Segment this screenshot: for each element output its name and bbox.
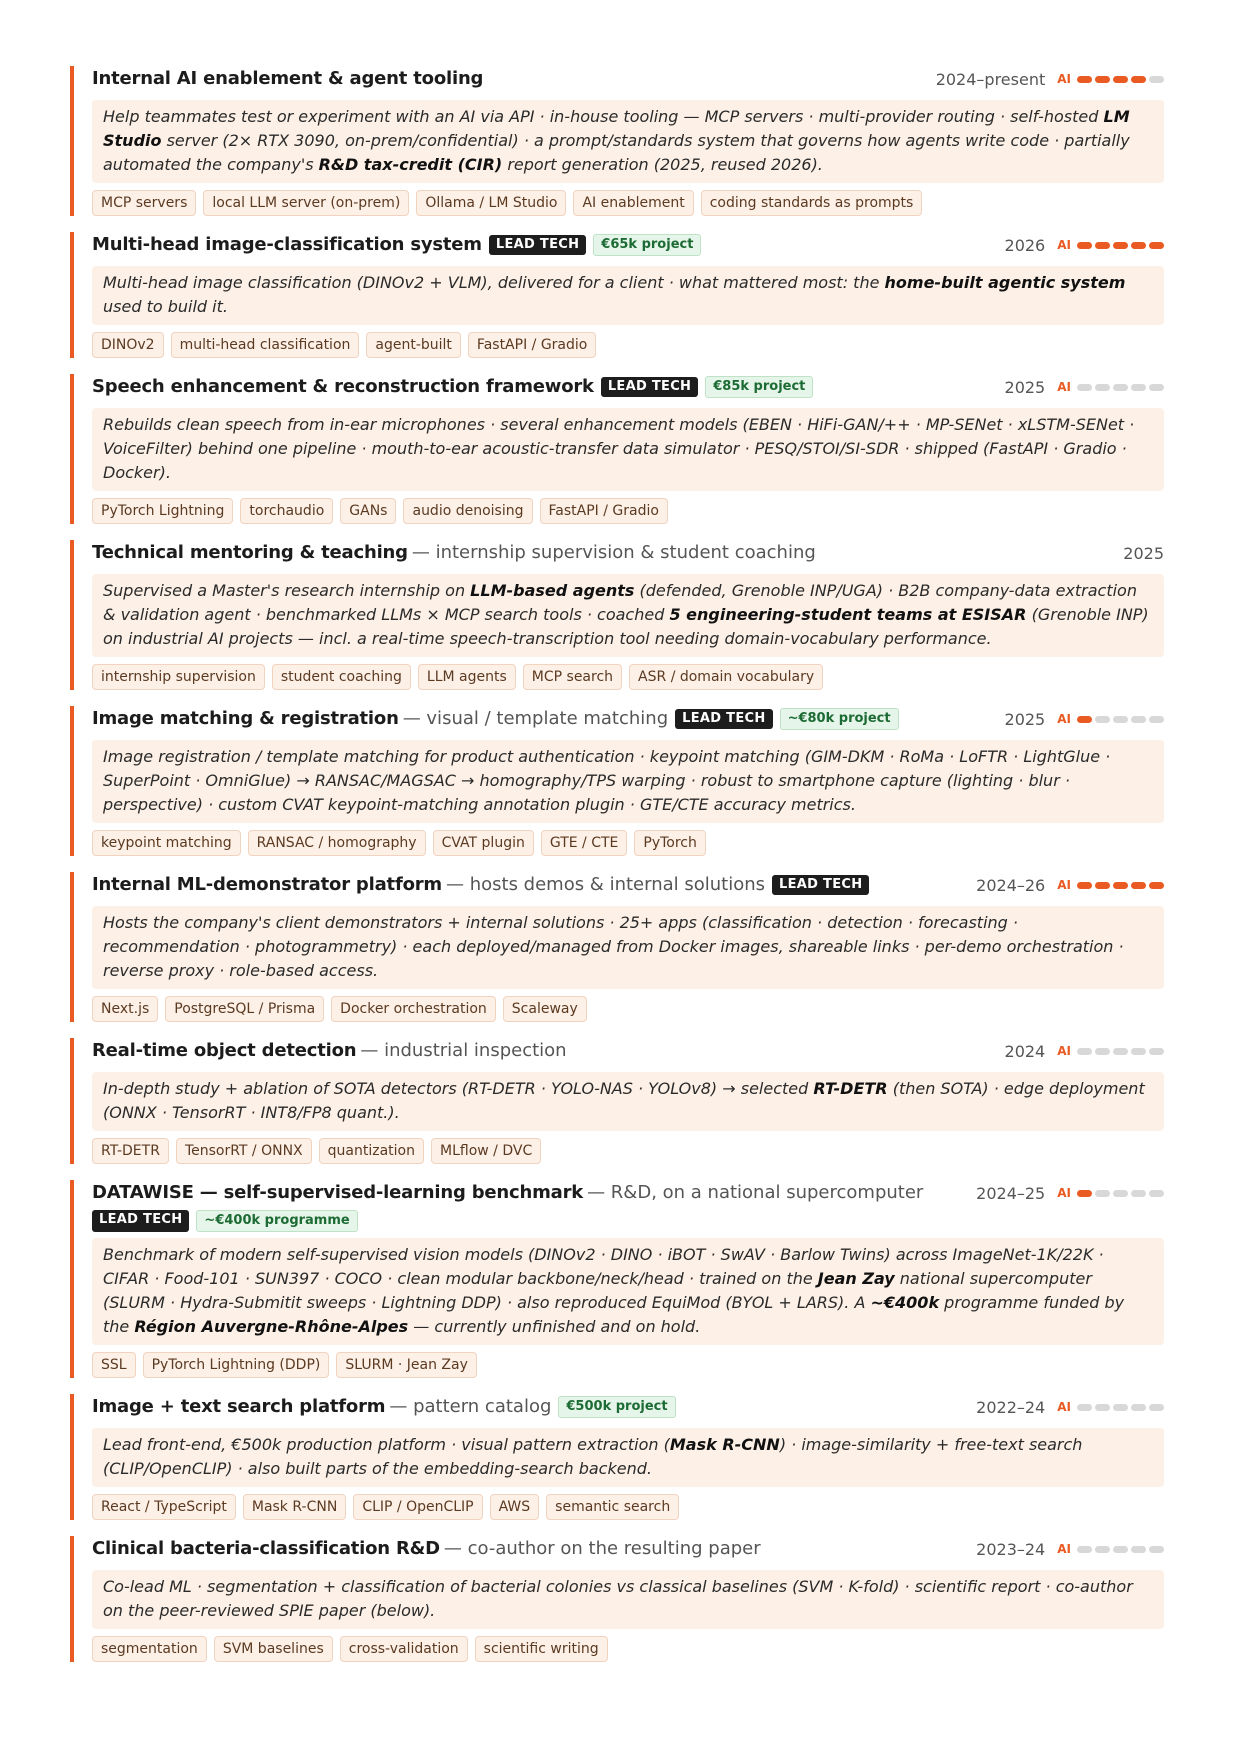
ai-meter-segment (1095, 716, 1110, 723)
skill-tag: segmentation (92, 1636, 207, 1662)
ai-usage-meter (1077, 882, 1164, 889)
ai-meter-segment (1077, 882, 1092, 889)
ai-usage-label: AI (1057, 380, 1071, 394)
description-highlight: home-built agentic system (884, 273, 1126, 292)
project-header (92, 540, 1164, 568)
ai-usage-meter (1077, 76, 1164, 83)
ai-meter-segment (1095, 242, 1110, 249)
ai-meter-segment (1131, 716, 1146, 723)
project-entry (70, 1536, 1164, 1662)
skill-tag: CLIP / OpenCLIP (353, 1494, 482, 1520)
tag-list (92, 830, 1164, 856)
project-subtitle: — co-author on the resulting paper (443, 1538, 761, 1559)
project-description (92, 266, 1164, 325)
project-meta (1005, 374, 1164, 400)
ai-meter-segment (1095, 1546, 1110, 1553)
project-heading (92, 872, 869, 898)
ai-meter-segment (1131, 242, 1146, 249)
ai-meter-segment (1113, 384, 1128, 391)
ai-usage-label: AI (1057, 1186, 1071, 1200)
skill-tag: keypoint matching (92, 830, 241, 856)
project-title: Speech enhancement & reconstruction framework (92, 376, 594, 397)
project-title: Image matching & registration (92, 708, 399, 729)
project-title: Internal ML-demonstrator platform (92, 874, 442, 895)
project-title: DATAWISE — self-supervised-learning benchmark (92, 1182, 584, 1203)
ai-meter-segment (1149, 76, 1164, 83)
project-year: 2024–26 (976, 875, 1046, 895)
skill-tag: FastAPI / Gradio (540, 498, 668, 524)
project-description (92, 1428, 1164, 1487)
project-year: 2023–24 (976, 1539, 1046, 1559)
ai-meter-segment (1113, 76, 1128, 83)
skill-tag: MCP search (523, 664, 622, 690)
description-text: Multi-head image classification (DINOv2 + VLM), delivered for a client · what mattered most: the (103, 273, 885, 292)
project-title: Real-time object detection (92, 1040, 357, 1061)
description-text: Image registration / template matching for product authentication · keypoint matching (GIM-DKM · RoMa · LoFTR · LightGlue · SuperPoint · OmniGlue) → RANSAC/MAGSAC → homography/TPS warping · robust to smartphone capture (lighting · blur · perspective) · custom CVAT keypoint-matching annotation plugin · GTE/CTE accuracy metrics. (103, 747, 1111, 814)
skill-tag: GTE / CTE (541, 830, 628, 856)
ai-usage-meter (1077, 1048, 1164, 1055)
description-text: report generation (2025, reused 2026). (502, 155, 823, 174)
skill-tag: ASR / domain vocabulary (629, 664, 823, 690)
project-meta (1123, 540, 1164, 566)
ai-meter-segment (1113, 1048, 1128, 1055)
project-heading (92, 1180, 976, 1232)
project-entry (70, 232, 1164, 358)
ai-meter-segment (1149, 1404, 1164, 1411)
description-text: (defended, Grenoble INP/UGA) · B2B company-data extraction & validation agent · benchmarked LLMs × MCP search tools · coached (103, 581, 1137, 624)
project-year: 2024–25 (976, 1183, 1046, 1203)
ai-usage-label: AI (1057, 238, 1071, 252)
ai-meter-segment (1077, 242, 1092, 249)
skill-tag: agent-built (366, 332, 461, 358)
ai-meter-segment (1077, 1404, 1092, 1411)
project-description (92, 906, 1164, 989)
ai-meter-segment (1149, 1546, 1164, 1553)
project-entry (70, 1180, 1164, 1378)
description-highlight: Mask R-CNN (669, 1435, 780, 1454)
ai-usage-label: AI (1057, 878, 1071, 892)
skill-tag: multi-head classification (171, 332, 360, 358)
project-heading (92, 540, 816, 566)
project-meta (1005, 1038, 1164, 1064)
project-heading (92, 232, 701, 258)
ai-meter-segment (1149, 1190, 1164, 1197)
project-header (92, 1180, 1164, 1232)
skill-tag: cross-validation (340, 1636, 468, 1662)
description-text: Rebuilds clean speech from in-ear microphones · several enhancement models (EBEN · HiFi-GAN/++ · MP-SENet · xLSTM-SENet · VoiceFilter) behind one pipeline · mouth-to-ear acoustic-transfer data simulator · PESQ/STOI/SI-SDR · shipped (FastAPI · Gradio · Docker). (103, 415, 1135, 482)
project-meta (976, 1394, 1164, 1420)
skill-tag: AI enablement (573, 190, 693, 216)
ai-usage-meter (1077, 716, 1164, 723)
ai-meter-segment (1113, 882, 1128, 889)
ai-meter-segment (1095, 384, 1110, 391)
project-subtitle: — industrial inspection (360, 1040, 567, 1061)
description-text: used to build it. (103, 297, 228, 316)
description-highlight: Région Auvergne-Rhône-Alpes (134, 1317, 409, 1336)
project-year: 2025 (1004, 377, 1046, 397)
project-header (92, 872, 1164, 900)
project-title: Internal AI enablement & agent tooling (92, 68, 484, 89)
project-heading (92, 706, 899, 732)
ai-meter-segment (1149, 242, 1164, 249)
skill-tag: PyTorch Lightning (DDP) (143, 1352, 330, 1378)
budget-badge: ~€80k project (780, 708, 899, 730)
description-text: In-depth study + ablation of SOTA detectors (RT-DETR · YOLO-NAS · YOLOv8) → selected (103, 1079, 814, 1098)
skill-tag: FastAPI / Gradio (468, 332, 596, 358)
project-description (92, 100, 1164, 183)
project-badges (85, 1210, 969, 1232)
skill-tag: semantic search (546, 1494, 679, 1520)
project-meta (936, 66, 1164, 92)
tag-list (92, 1494, 1164, 1520)
project-header (92, 1394, 1164, 1422)
tag-list (92, 190, 1164, 216)
project-subtitle: — R&D, on a national supercomputer (587, 1182, 924, 1203)
skill-tag: MLflow / DVC (431, 1138, 541, 1164)
tag-list (92, 1636, 1164, 1662)
skill-tag: Ollama / LM Studio (416, 190, 566, 216)
description-text: Lead front-end, €500k production platform · visual pattern extraction ( (103, 1435, 670, 1454)
ai-meter-segment (1077, 384, 1092, 391)
description-text: Co-lead ML · segmentation + classification of bacterial colonies vs classical baselines (SVM · K-fold) · scientific report · co-author on the peer-reviewed SPIE paper (below). (103, 1577, 1133, 1620)
tag-list (92, 996, 1164, 1022)
description-highlight: RT-DETR (813, 1079, 888, 1098)
ai-meter-segment (1077, 1190, 1092, 1197)
skill-tag: audio denoising (403, 498, 532, 524)
ai-usage-meter (1077, 384, 1164, 391)
skill-tag: internship supervision (92, 664, 265, 690)
project-subtitle: — internship supervision & student coaching (411, 542, 816, 563)
ai-meter-segment (1149, 882, 1164, 889)
skill-tag: DINOv2 (92, 332, 164, 358)
description-text: — currently unfinished and on hold. (408, 1317, 701, 1336)
tag-list (92, 1352, 1164, 1378)
ai-meter-segment (1149, 384, 1164, 391)
project-entry (70, 706, 1164, 856)
project-title: Multi-head image-classification system (92, 234, 482, 255)
skill-tag: scientific writing (475, 1636, 608, 1662)
description-text: (then SOTA) · edge deployment (ONNX · TensorRT · INT8/FP8 quant.). (103, 1079, 1145, 1122)
budget-badge: €500k project (558, 1396, 675, 1418)
project-header (92, 232, 1164, 260)
project-entry (70, 540, 1164, 690)
skill-tag: AWS (490, 1494, 540, 1520)
skill-tag: LLM agents (418, 664, 516, 690)
description-highlight: R&D tax-credit (CIR) (318, 155, 503, 174)
project-description (92, 574, 1164, 657)
ai-meter-segment (1077, 76, 1092, 83)
ai-meter-segment (1095, 882, 1110, 889)
project-year: 2025 (1123, 543, 1164, 563)
lead-tech-badge: LEAD TECH (675, 709, 772, 729)
project-description (92, 1072, 1164, 1131)
description-highlight: Jean Zay (817, 1269, 895, 1288)
project-meta (976, 872, 1164, 898)
project-entry (70, 1394, 1164, 1520)
project-description (92, 1570, 1164, 1629)
description-text: Benchmark of modern self-supervised vision models (DINOv2 · DINO · iBOT · SwAV · Barlow Twins) across ImageNet-1K/22K · CIFAR · Food-101 · SUN397 · COCO · clean modular backbone/neck/head · trained on the (103, 1245, 1104, 1288)
tag-list (92, 498, 1164, 524)
description-text: programme funded by the (103, 1293, 1125, 1336)
skill-tag: quantization (319, 1138, 424, 1164)
ai-usage-label: AI (1057, 72, 1071, 86)
project-subtitle: — visual / template matching (402, 708, 669, 729)
ai-usage-meter (1077, 1190, 1164, 1197)
ai-meter-segment (1113, 1546, 1128, 1553)
skill-tag: Docker orchestration (331, 996, 496, 1022)
budget-badge: ~€400k programme (196, 1210, 357, 1232)
description-text: Help teammates test or experiment with an AI via API · in-house tooling — MCP servers · multi-provider routing · self-hosted (103, 107, 1104, 126)
ai-usage-meter (1077, 1404, 1164, 1411)
ai-usage-label: AI (1057, 1044, 1071, 1058)
description-text: (Grenoble INP) on industrial AI projects — incl. a real-time speech-transcription tool needing domain-vocabulary performance. (103, 605, 1149, 648)
project-entry (70, 374, 1164, 524)
project-subtitle: — hosts demos & internal solutions (445, 874, 766, 895)
tag-list (92, 1138, 1164, 1164)
skill-tag: SVM baselines (214, 1636, 333, 1662)
ai-meter-segment (1131, 1190, 1146, 1197)
project-entry (70, 1038, 1164, 1164)
skill-tag: MCP servers (92, 190, 196, 216)
ai-meter-segment (1113, 716, 1128, 723)
ai-usage-label: AI (1057, 1542, 1071, 1556)
skill-tag: PyTorch Lightning (92, 498, 233, 524)
project-header (92, 1536, 1164, 1564)
project-year: 2022–24 (976, 1397, 1046, 1417)
project-heading (92, 374, 813, 400)
skill-tag: Mask R-CNN (243, 1494, 346, 1520)
ai-meter-segment (1095, 76, 1110, 83)
ai-meter-segment (1095, 1404, 1110, 1411)
description-highlight: LLM-based agents (470, 581, 635, 600)
project-entry (70, 872, 1164, 1022)
ai-meter-segment (1095, 1190, 1110, 1197)
skill-tag: Scaleway (503, 996, 587, 1022)
skill-tag: RANSAC / homography (248, 830, 426, 856)
tag-list (92, 332, 1164, 358)
ai-meter-segment (1077, 1048, 1092, 1055)
project-heading (92, 66, 483, 92)
description-highlight: 5 engineering-student teams at ESISAR (669, 605, 1027, 624)
project-meta (976, 1536, 1164, 1562)
skill-tag: SLURM · Jean Zay (336, 1352, 477, 1378)
ai-meter-segment (1131, 1404, 1146, 1411)
skill-tag: Next.js (92, 996, 158, 1022)
ai-meter-segment (1131, 384, 1146, 391)
budget-badge: €85k project (705, 376, 813, 398)
description-text: ) · image-similarity + free-text search (CLIP/OpenCLIP) · also built parts of the embedding-search backend. (103, 1435, 1083, 1478)
project-title: Clinical bacteria-classification R&D (92, 1538, 440, 1559)
ai-meter-segment (1077, 1546, 1092, 1553)
project-heading (92, 1394, 676, 1420)
project-year: 2024–present (935, 69, 1046, 89)
ai-meter-segment (1131, 1048, 1146, 1055)
ai-meter-segment (1113, 1190, 1128, 1197)
description-highlight: ~€400k (870, 1293, 940, 1312)
skill-tag: PyTorch (634, 830, 705, 856)
ai-meter-segment (1113, 242, 1128, 249)
lead-tech-badge: LEAD TECH (489, 235, 586, 255)
ai-meter-segment (1131, 882, 1146, 889)
skill-tag: GANs (340, 498, 396, 524)
project-meta (976, 1180, 1164, 1206)
project-title: Technical mentoring & teaching (92, 542, 408, 563)
project-description (92, 1238, 1164, 1345)
ai-meter-segment (1131, 1546, 1146, 1553)
project-year: 2024 (1004, 1041, 1046, 1061)
project-heading (92, 1038, 567, 1064)
tag-list (92, 664, 1164, 690)
ai-usage-meter (1077, 242, 1164, 249)
lead-tech-badge: LEAD TECH (601, 377, 698, 397)
skill-tag: student coaching (272, 664, 411, 690)
ai-meter-segment (1149, 1048, 1164, 1055)
skill-tag: TensorRT / ONNX (176, 1138, 312, 1164)
ai-meter-segment (1149, 716, 1164, 723)
project-title: Image + text search platform (92, 1396, 386, 1417)
project-year: 2025 (1004, 709, 1046, 729)
ai-meter-segment (1077, 716, 1092, 723)
description-text: Hosts the company's client demonstrators + internal solutions · 25+ apps (classification · detection · forecasting · recommendation · photogrammetry) · each deployed/managed from Docker images, shareable links · per-demo orchestration · reverse proxy · role-based access. (103, 913, 1124, 980)
project-description (92, 740, 1164, 823)
project-year: 2026 (1004, 235, 1046, 255)
lead-tech-badge: LEAD TECH (772, 875, 869, 895)
skill-tag: CVAT plugin (433, 830, 534, 856)
description-highlight: LM Studio (103, 107, 1130, 150)
project-description (92, 408, 1164, 491)
ai-usage-label: AI (1057, 712, 1071, 726)
skill-tag: local LLM server (on-prem) (203, 190, 409, 216)
project-meta (1005, 232, 1164, 258)
ai-meter-segment (1113, 1404, 1128, 1411)
project-meta (1005, 706, 1164, 732)
project-heading (92, 1536, 761, 1562)
skill-tag: RT-DETR (92, 1138, 169, 1164)
ai-meter-segment (1095, 1048, 1110, 1055)
description-text: server (2× RTX 3090, on-prem/confidential) · a prompt/standards system that governs how agents write code · partially automated the company's (103, 131, 1130, 174)
skill-tag: coding standards as prompts (701, 190, 923, 216)
project-subtitle: — pattern catalog (389, 1396, 552, 1417)
project-header (92, 706, 1164, 734)
project-header (92, 374, 1164, 402)
skill-tag: torchaudio (240, 498, 333, 524)
lead-tech-badge: LEAD TECH (92, 1210, 189, 1232)
ai-usage-label: AI (1057, 1400, 1071, 1414)
project-header (92, 1038, 1164, 1066)
skill-tag: SSL (92, 1352, 136, 1378)
project-entry (70, 66, 1164, 216)
description-text: national supercomputer (SLURM · Hydra-Submitit sweeps · Lightning DDP) · also reproduced EquiMod (BYOL + LARS). A (103, 1269, 1092, 1312)
description-text: Supervised a Master's research internship on (103, 581, 471, 600)
project-header (92, 66, 1164, 94)
skill-tag: PostgreSQL / Prisma (165, 996, 324, 1022)
budget-badge: €65k project (593, 234, 701, 256)
ai-usage-meter (1077, 1546, 1164, 1553)
skill-tag: React / TypeScript (92, 1494, 236, 1520)
ai-meter-segment (1131, 76, 1146, 83)
